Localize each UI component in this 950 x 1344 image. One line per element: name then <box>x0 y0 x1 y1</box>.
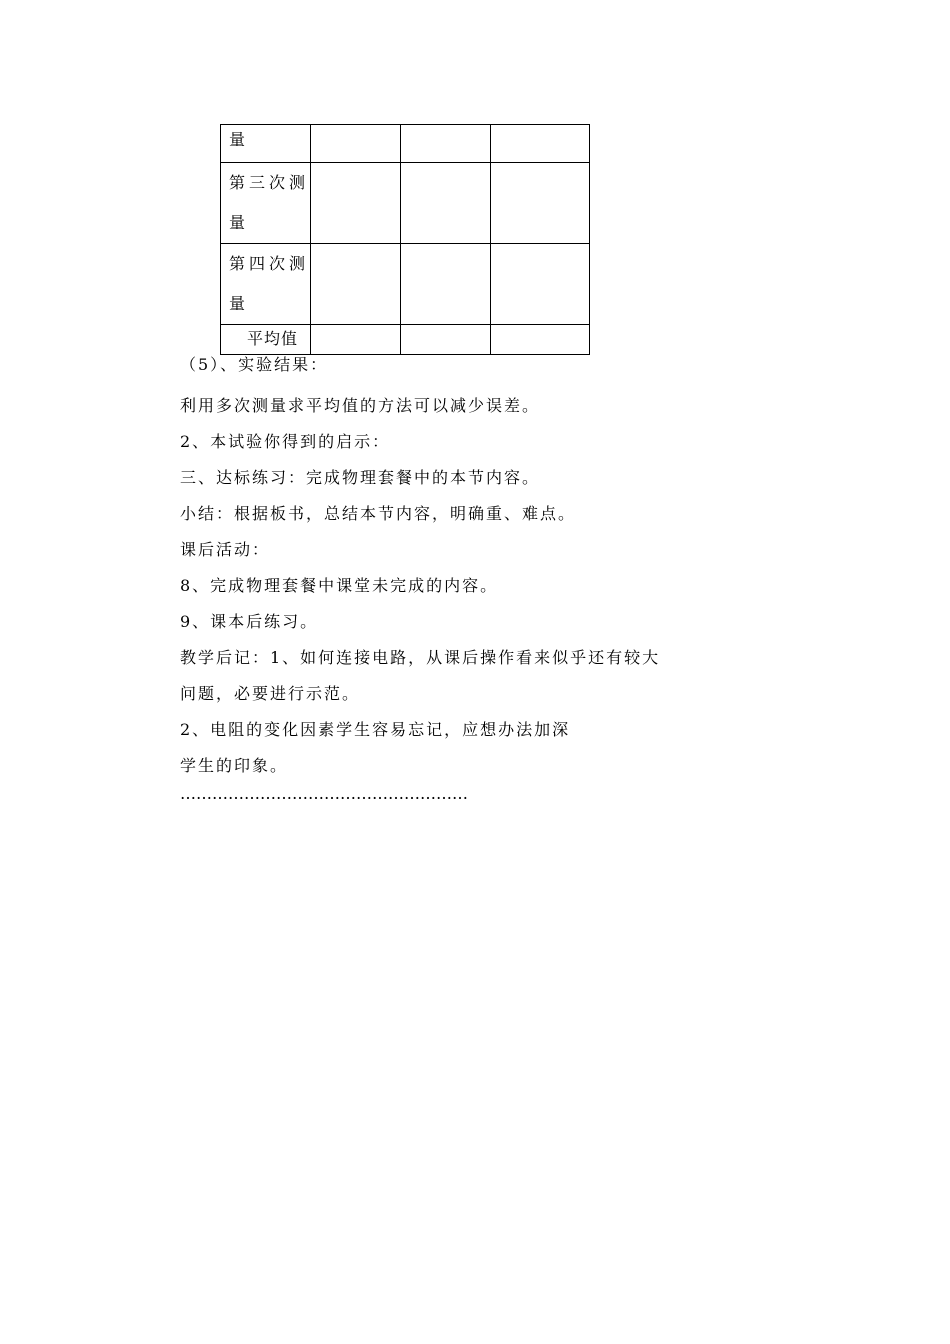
table-cell <box>401 325 491 355</box>
table-cell <box>401 244 491 325</box>
table-cell <box>311 163 401 244</box>
row-label-text: 量 <box>229 294 250 313</box>
row-label-cell <box>221 325 311 355</box>
row-label-cell <box>221 125 311 163</box>
table-cell <box>491 163 590 244</box>
paragraph-after-class-item-9: 9、课本后练习。 <box>180 612 319 631</box>
paragraph-practice: 三、达标练习：完成物理套餐中的本节内容。 <box>180 468 541 487</box>
document-body <box>180 352 740 804</box>
row-label-cell <box>221 163 311 244</box>
row-label-text: 平均值 <box>247 329 299 348</box>
dotted-separator: ……………………………………………… <box>180 784 468 803</box>
table-row-fourth-measurement <box>221 244 590 325</box>
row-label-text: 第三次测 <box>229 173 310 192</box>
row-label-text: 量 <box>229 213 250 232</box>
row-label-text: 量 <box>229 130 250 149</box>
paragraph-teaching-notes-1a: 教学后记：1、如何连接电路，从课后操作看来似乎还有较大 <box>180 648 661 667</box>
table-cell <box>491 244 590 325</box>
paragraph-result-text: 利用多次测量求平均值的方法可以减少误差。 <box>180 396 541 415</box>
paragraph-experiment-result-heading: （5）、实验结果： <box>180 355 329 374</box>
row-label-text: 第四次测 <box>229 254 310 273</box>
paragraph-teaching-notes-2b: 学生的印象。 <box>180 756 289 775</box>
table-cell <box>311 244 401 325</box>
paragraph-after-class-heading: 课后活动： <box>180 540 271 559</box>
paragraph-after-class-item-8: 8、完成物理套餐中课堂未完成的内容。 <box>180 576 499 595</box>
paragraph-teaching-notes-1b: 问题，必要进行示范。 <box>180 684 361 703</box>
table-cell <box>311 325 401 355</box>
table-cell <box>491 125 590 163</box>
table-cell <box>401 125 491 163</box>
table-cell <box>311 125 401 163</box>
table-cell <box>491 325 590 355</box>
table-row-partial-measurement <box>221 125 590 163</box>
paragraph-teaching-notes-2a: 2、电阻的变化因素学生容易忘记，应想办法加深 <box>180 720 571 739</box>
row-label-cell <box>221 244 311 325</box>
table-row-third-measurement <box>221 163 590 244</box>
table-row-average <box>221 325 590 355</box>
paragraph-inspiration: 2、本试验你得到的启示： <box>180 432 391 451</box>
paragraph-summary: 小结：根据板书，总结本节内容，明确重、难点。 <box>180 504 577 523</box>
measurement-table <box>220 124 590 355</box>
table-cell <box>401 163 491 244</box>
